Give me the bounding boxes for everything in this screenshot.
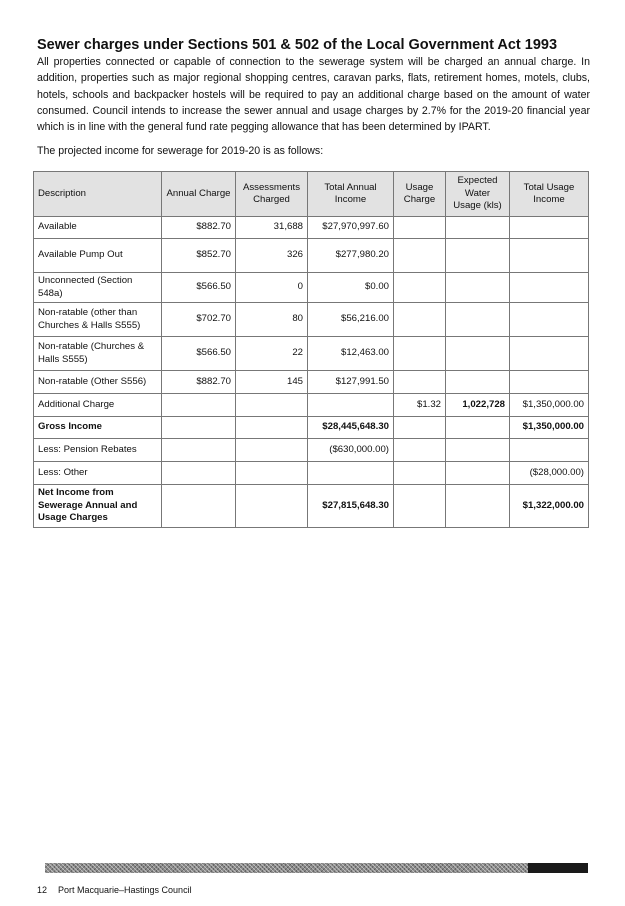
row-description: Non-ratable (Churches & Halls S555) xyxy=(34,337,162,371)
row-usage-charge xyxy=(394,273,446,303)
row-total-annual-income: $28,445,648.30 xyxy=(308,417,394,439)
row-annual-charge xyxy=(162,417,236,439)
lead-sentence: The projected income for sewerage for 2019-20 is as follows: xyxy=(37,145,324,157)
row-usage-charge xyxy=(394,485,446,528)
row-total-annual-income: $0.00 xyxy=(308,273,394,303)
row-total-usage-income: ($28,000.00) xyxy=(510,462,589,485)
row-total-annual-income: $27,815,648.30 xyxy=(308,485,394,528)
header-total-annual-income: Total Annual Income xyxy=(308,172,394,217)
row-usage-charge xyxy=(394,417,446,439)
table-row xyxy=(34,394,589,417)
header-description: Description xyxy=(34,172,162,217)
row-assessments xyxy=(236,439,308,462)
row-description: Unconnected (Section 548a) xyxy=(34,273,162,303)
row-assessments xyxy=(236,462,308,485)
row-water-usage xyxy=(446,371,510,394)
row-usage-charge xyxy=(394,371,446,394)
row-total-annual-income: ($630,000.00) xyxy=(308,439,394,462)
row-usage-charge xyxy=(394,337,446,371)
row-water-usage xyxy=(446,273,510,303)
row-total-annual-income xyxy=(308,394,394,417)
table-row-net-income xyxy=(34,485,589,528)
table-row xyxy=(34,371,589,394)
row-water-usage xyxy=(446,462,510,485)
footer-dark-block xyxy=(528,863,588,873)
row-total-usage-income: $1,322,000.00 xyxy=(510,485,589,528)
row-annual-charge: $852.70 xyxy=(162,239,236,273)
page-number: 12 xyxy=(37,885,48,895)
footer-decorative-bar xyxy=(45,863,588,873)
row-description: Net Income from Sewerage Annual and Usage Charges xyxy=(34,485,162,528)
page-title: Sewer charges under Sections 501 & 502 of the Local Government Act 1993 xyxy=(37,37,558,53)
row-total-usage-income: $1,350,000.00 xyxy=(510,394,589,417)
row-assessments: 31,688 xyxy=(236,217,308,239)
row-annual-charge xyxy=(162,462,236,485)
row-usage-charge xyxy=(394,303,446,337)
row-usage-charge xyxy=(394,239,446,273)
row-annual-charge: $882.70 xyxy=(162,217,236,239)
row-water-usage: 1,022,728 xyxy=(446,394,510,417)
row-annual-charge xyxy=(162,394,236,417)
table-row xyxy=(34,217,589,239)
row-total-annual-income: $27,970,997.60 xyxy=(308,217,394,239)
table-row xyxy=(34,439,589,462)
row-water-usage xyxy=(446,485,510,528)
row-assessments: 326 xyxy=(236,239,308,273)
row-total-usage-income xyxy=(510,337,589,371)
row-total-usage-income xyxy=(510,217,589,239)
row-total-usage-income: $1,350,000.00 xyxy=(510,417,589,439)
row-usage-charge xyxy=(394,217,446,239)
row-total-annual-income: $277,980.20 xyxy=(308,239,394,273)
row-water-usage xyxy=(446,303,510,337)
row-description: Non-ratable (Other S556) xyxy=(34,371,162,394)
table-row xyxy=(34,239,589,273)
row-annual-charge xyxy=(162,485,236,528)
row-water-usage xyxy=(446,439,510,462)
row-water-usage xyxy=(446,417,510,439)
row-total-annual-income xyxy=(308,462,394,485)
row-description: Non-ratable (other than Churches & Halls S555) xyxy=(34,303,162,337)
row-description: Available Pump Out xyxy=(34,239,162,273)
row-total-usage-income xyxy=(510,371,589,394)
row-total-usage-income xyxy=(510,439,589,462)
row-assessments: 0 xyxy=(236,273,308,303)
table-row xyxy=(34,273,589,303)
row-assessments xyxy=(236,394,308,417)
row-usage-charge xyxy=(394,439,446,462)
row-annual-charge xyxy=(162,439,236,462)
row-assessments: 145 xyxy=(236,371,308,394)
row-usage-charge xyxy=(394,462,446,485)
row-total-annual-income: $12,463.00 xyxy=(308,337,394,371)
row-annual-charge: $566.50 xyxy=(162,273,236,303)
row-usage-charge: $1.32 xyxy=(394,394,446,417)
row-annual-charge: $882.70 xyxy=(162,371,236,394)
row-total-annual-income: $56,216.00 xyxy=(308,303,394,337)
row-assessments xyxy=(236,485,308,528)
row-description: Gross Income xyxy=(34,417,162,439)
row-description: Less: Other xyxy=(34,462,162,485)
row-description: Additional Charge xyxy=(34,394,162,417)
row-description: Less: Pension Rebates xyxy=(34,439,162,462)
row-water-usage xyxy=(446,217,510,239)
header-expected-water-usage: Expected Water Usage (kls) xyxy=(446,172,510,217)
header-usage-charge: Usage Charge xyxy=(394,172,446,217)
intro-paragraph: All properties connected or capable of connection to the sewerage system will be charged an annual charge. In addition, properties such as major regional shopping centres, caravan parks, flats, retirement homes, motels, clubs, hotels, schools and backpacker hostels will be required to pay an additional charge based on the amount of water consumed. Council intends to increase the sewer annual and usage charges by 2.7% for the 2019-20 financial year which is in line with the general fund rate pegging allowance that has been determined by IPART. xyxy=(37,56,590,134)
row-annual-charge: $702.70 xyxy=(162,303,236,337)
row-total-usage-income xyxy=(510,303,589,337)
header-annual-charge: Annual Charge xyxy=(162,172,236,217)
row-total-usage-income xyxy=(510,239,589,273)
row-assessments: 22 xyxy=(236,337,308,371)
sewer-charges-table xyxy=(33,171,589,528)
header-total-usage-income: Total Usage Income xyxy=(510,172,589,217)
header-assessments-charged: Assessments Charged xyxy=(236,172,308,217)
row-annual-charge: $566.50 xyxy=(162,337,236,371)
footer-council-name: Port Macquarie–Hastings Council xyxy=(58,885,192,895)
table-row xyxy=(34,303,589,337)
row-assessments: 80 xyxy=(236,303,308,337)
row-description: Available xyxy=(34,217,162,239)
table-row xyxy=(34,462,589,485)
row-total-usage-income xyxy=(510,273,589,303)
table-header-row xyxy=(34,172,589,217)
row-water-usage xyxy=(446,337,510,371)
table-row xyxy=(34,337,589,371)
row-water-usage xyxy=(446,239,510,273)
table-row-gross-income xyxy=(34,417,589,439)
row-assessments xyxy=(236,417,308,439)
row-total-annual-income: $127,991.50 xyxy=(308,371,394,394)
